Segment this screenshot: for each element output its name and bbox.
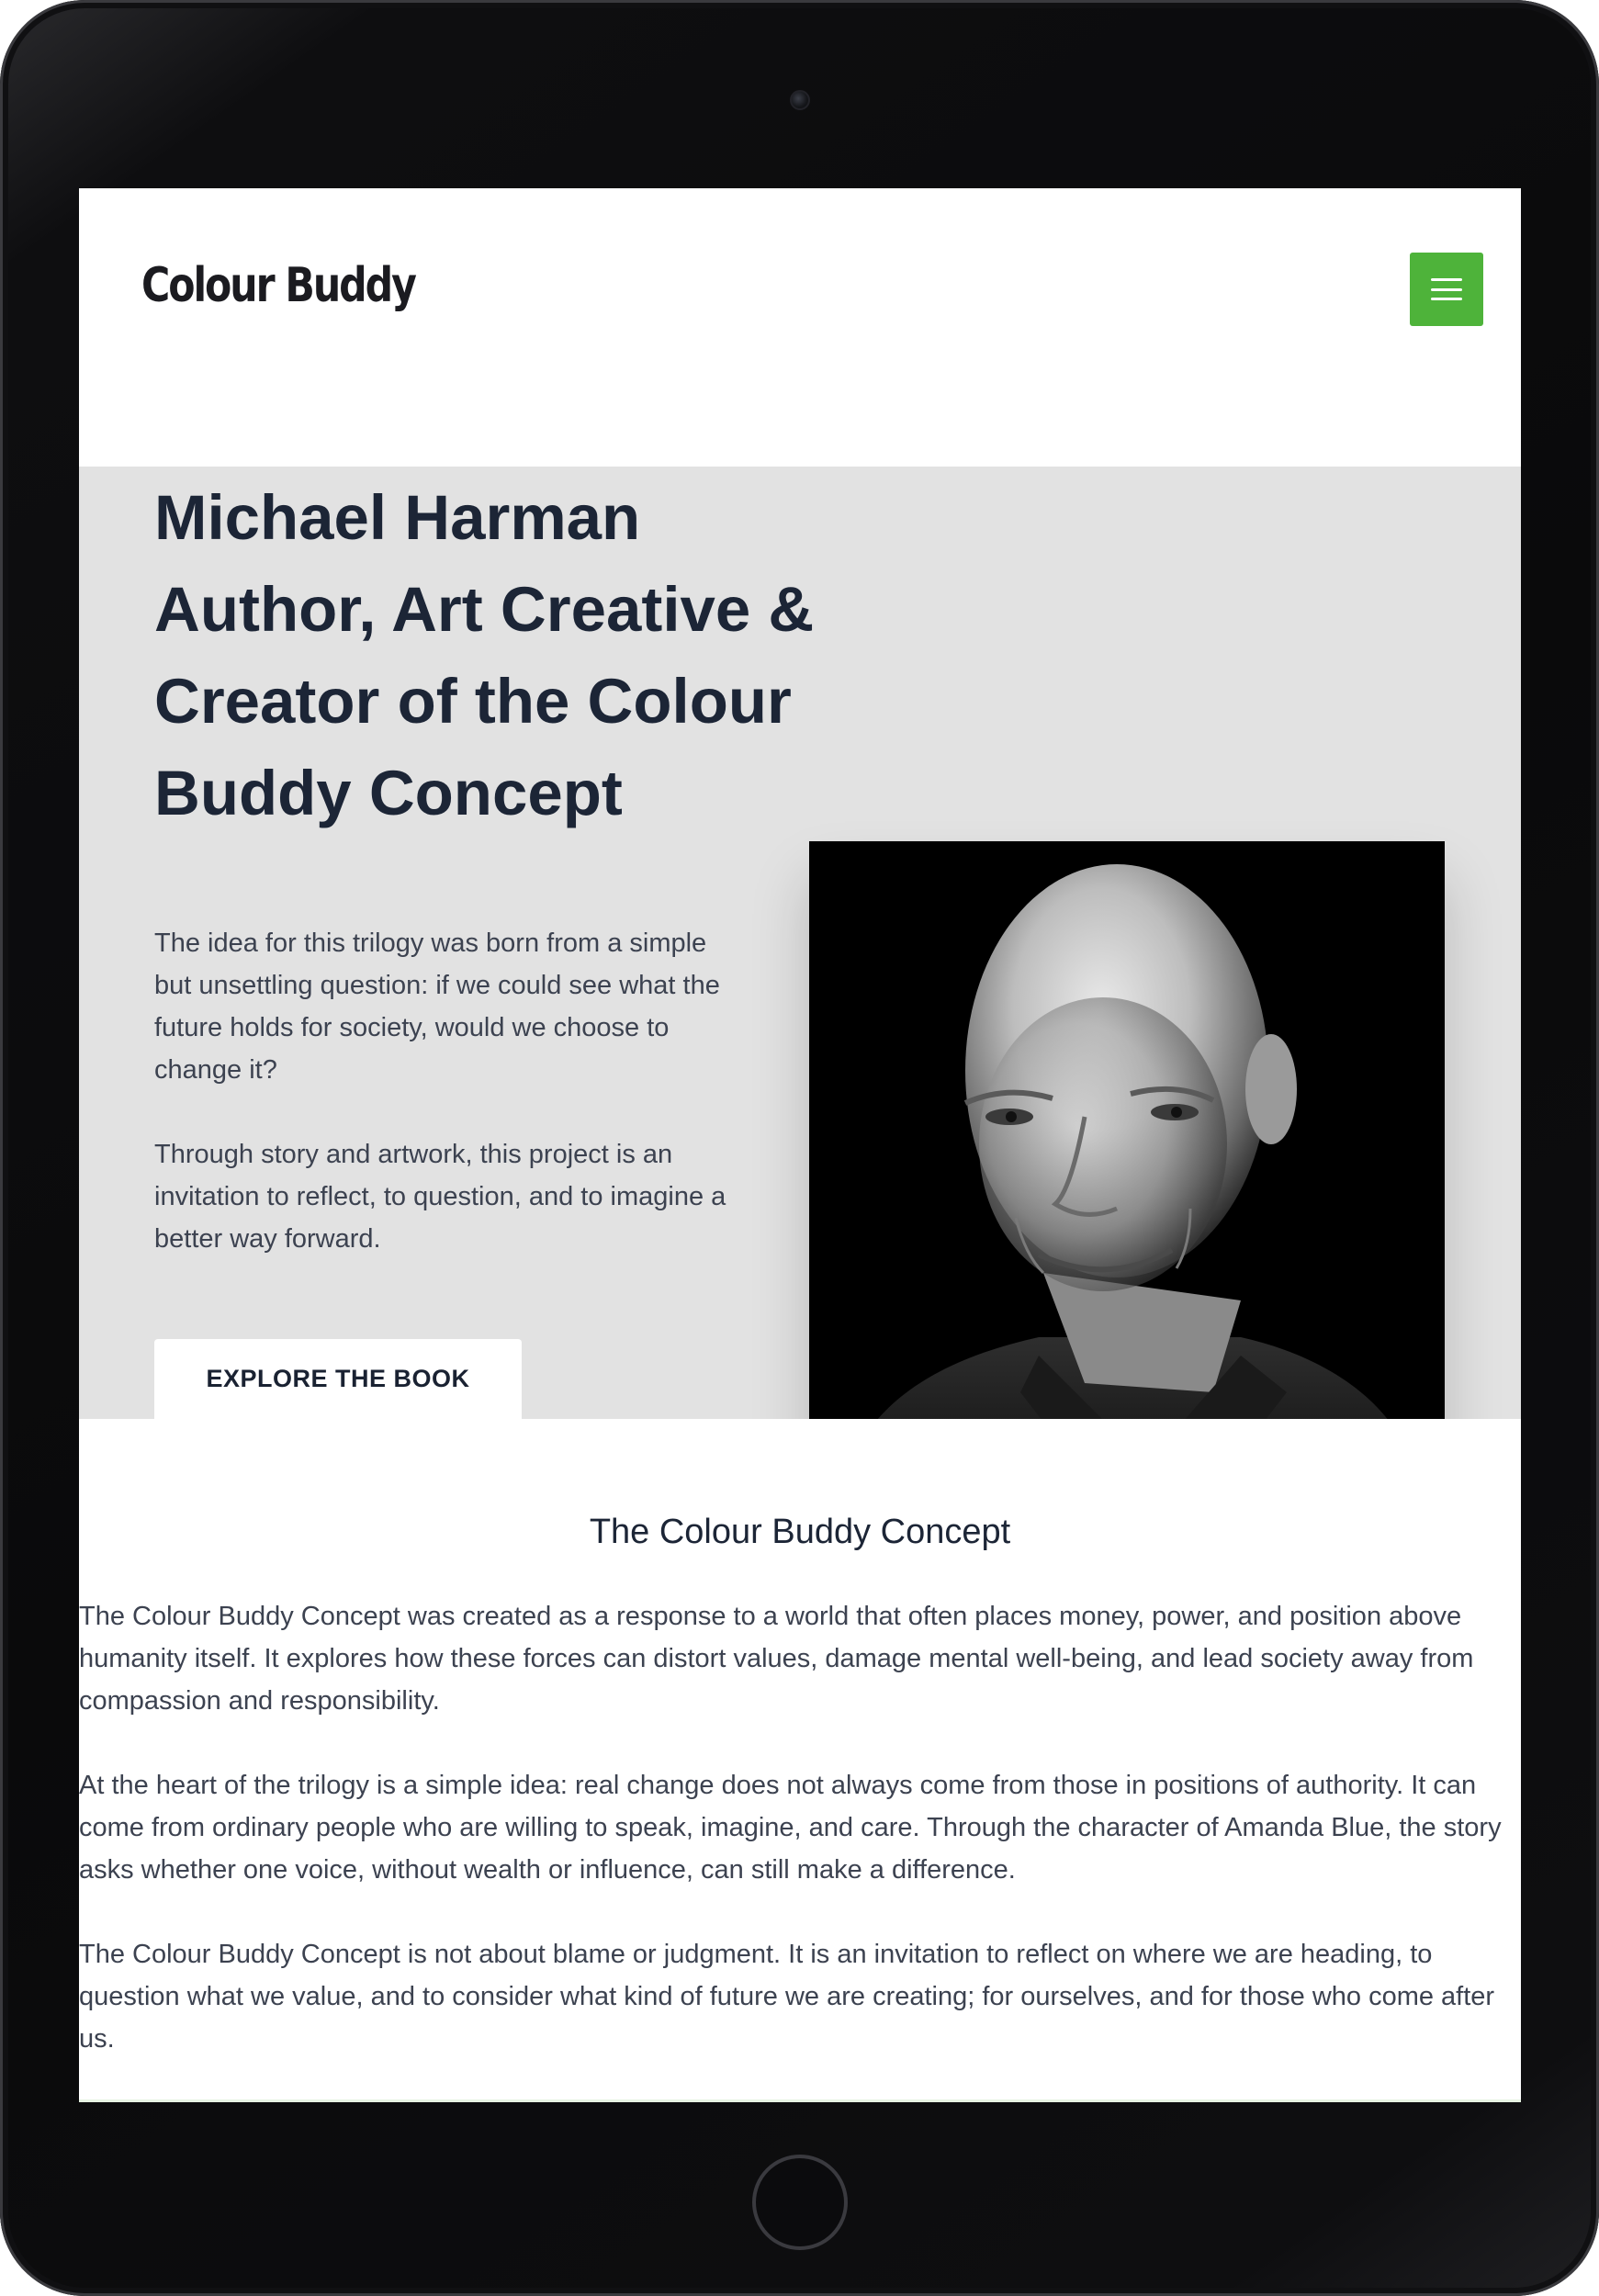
concept-paragraph: The Colour Buddy Concept is not about blame or judgment. It is an invitation to reflect on where we are heading, to question what we value, and to consider what kind of future we are creating; for ourselves, and for those who come after us. xyxy=(79,1940,1495,2054)
hamburger-menu-icon xyxy=(1431,278,1462,300)
concept-body xyxy=(79,1595,1521,2060)
site-logo[interactable]: Colour Buddy xyxy=(141,258,415,313)
concept-section xyxy=(79,1419,1521,2102)
home-button-icon xyxy=(752,2155,848,2250)
concept-paragraph: At the heart of the trilogy is a simple idea: real change does not always come from those in positions of authority. It can come from ordinary people who are willing to speak, imagine, and care. Through the character of Amanda Blue, the story asks whether one voice, without wealth or influence, can still make a difference. xyxy=(79,1771,1502,1885)
webpage-screen xyxy=(79,188,1521,2102)
hero-paragraph: Through story and artwork, this project is an invitation to reflect, to question, and to imagine a better way forward. xyxy=(154,1140,726,1254)
camera-icon xyxy=(790,90,810,110)
concept-title: The Colour Buddy Concept xyxy=(589,1513,1011,1551)
concept-paragraph: The Colour Buddy Concept was created as a response to a world that often places money, power, and position above humanity itself. It explores how these forces can distort values, damage mental well-being, and lead society away from compassion and responsibility. xyxy=(79,1602,1474,1716)
author-portrait-image xyxy=(809,841,1445,1475)
hero-section xyxy=(79,467,1521,1419)
hero-paragraph: The idea for this trilogy was born from a simple but unsettling question: if we could see what the future holds for society, would we choose to change it? xyxy=(154,929,720,1085)
explore-the-book-button[interactable]: EXPLORE THE BOOK xyxy=(154,1339,522,1419)
site-header xyxy=(79,188,1521,467)
hero-title: Michael Harman Author, Art Creative & Creator of the Colour Buddy Concept xyxy=(154,482,815,828)
menu-toggle-button[interactable] xyxy=(1410,253,1483,326)
section-divider xyxy=(79,2099,1521,2102)
hero-intro xyxy=(154,922,733,1260)
